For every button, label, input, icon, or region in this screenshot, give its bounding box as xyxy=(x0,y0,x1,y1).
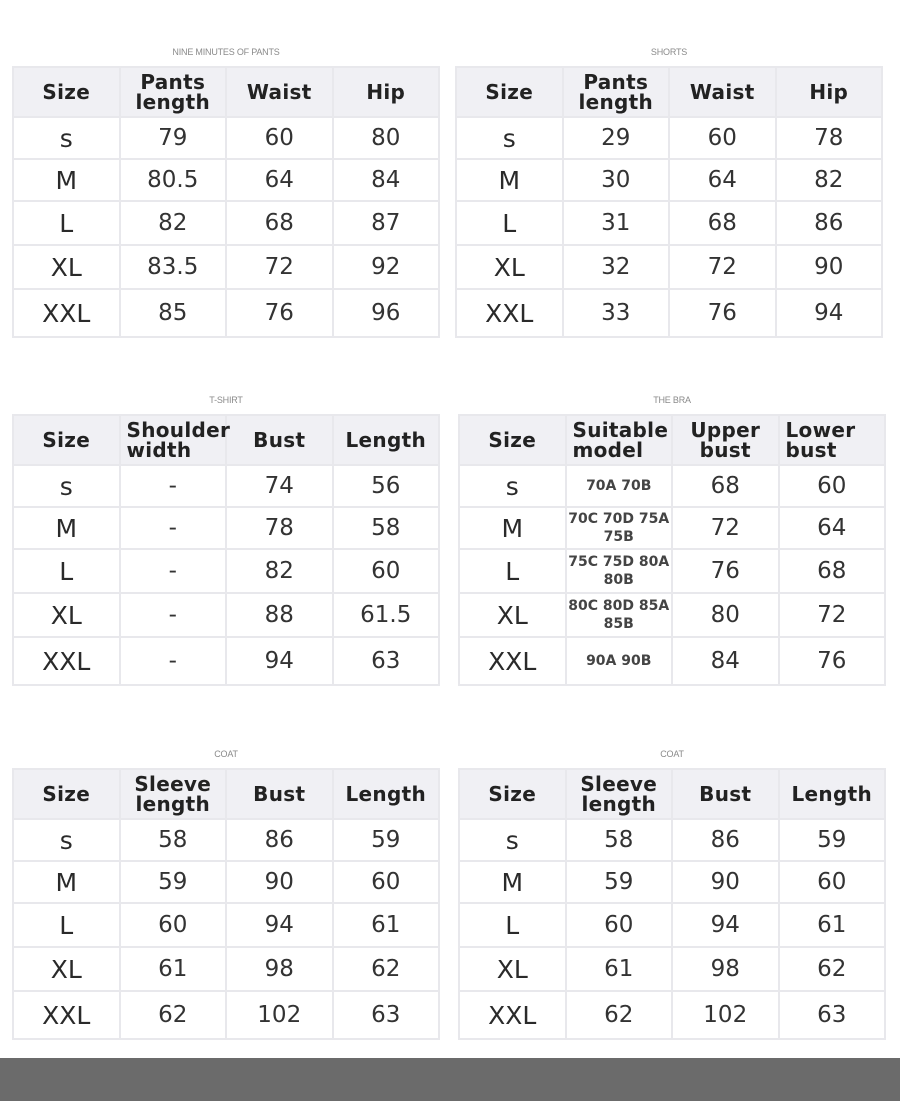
table-caption: THE BRA xyxy=(653,395,691,405)
table-cell: 85 xyxy=(120,289,227,337)
table-cell: 64 xyxy=(669,159,776,201)
table-cell: - xyxy=(120,637,227,685)
table-cell: 60 xyxy=(669,117,776,159)
table-cell: 82 xyxy=(120,201,227,245)
model-cell: 70A 70B xyxy=(566,465,673,507)
table-row xyxy=(13,947,439,991)
bra-size-table xyxy=(458,414,886,686)
table-cell: 61 xyxy=(120,947,227,991)
table-cell: 31 xyxy=(563,201,670,245)
size-cell: XXL xyxy=(456,289,563,337)
table-cell: 60 xyxy=(779,861,886,903)
table-cell: 84 xyxy=(333,159,440,201)
table-cell: 76 xyxy=(226,289,333,337)
pants-size-block xyxy=(12,47,440,338)
table-row xyxy=(459,549,885,593)
size-cell: L xyxy=(459,549,566,593)
tshirt-size-block xyxy=(12,395,440,686)
table-header-row xyxy=(459,769,885,819)
coat-size-table-right xyxy=(458,768,886,1040)
size-cell: s xyxy=(459,819,566,861)
table-row xyxy=(13,637,439,685)
size-cell: XL xyxy=(459,593,566,637)
table-cell: 60 xyxy=(226,117,333,159)
table-cell: 82 xyxy=(776,159,883,201)
table-row xyxy=(13,861,439,903)
table-cell: 80.5 xyxy=(120,159,227,201)
table-cell: 72 xyxy=(226,245,333,289)
table-cell: - xyxy=(120,465,227,507)
column-header: Size xyxy=(459,415,566,465)
table-cell: 90 xyxy=(672,861,779,903)
column-header: Sleeve length xyxy=(566,769,673,819)
size-cell: XXL xyxy=(13,637,120,685)
table-cell: 58 xyxy=(120,819,227,861)
column-header: Waist xyxy=(669,67,776,117)
table-header-row xyxy=(459,415,885,465)
column-header: Lower bust xyxy=(779,415,886,465)
column-header: Bust xyxy=(672,769,779,819)
table-cell: 94 xyxy=(226,637,333,685)
table-cell: 94 xyxy=(226,903,333,947)
column-header: Pants length xyxy=(120,67,227,117)
table-cell: 59 xyxy=(333,819,440,861)
size-cell: XL xyxy=(13,947,120,991)
size-cell: XXL xyxy=(459,991,566,1039)
table-cell: 96 xyxy=(333,289,440,337)
table-cell: 79 xyxy=(120,117,227,159)
table-cell: 82 xyxy=(226,549,333,593)
table-cell: 78 xyxy=(776,117,883,159)
pants-size-table xyxy=(12,66,440,338)
table-row xyxy=(456,159,882,201)
table-cell: 62 xyxy=(333,947,440,991)
column-header: Size xyxy=(456,67,563,117)
size-cell: s xyxy=(456,117,563,159)
table-cell: 80 xyxy=(333,117,440,159)
table-cell: 64 xyxy=(226,159,333,201)
table-caption: COAT xyxy=(660,749,684,759)
table-cell: 59 xyxy=(566,861,673,903)
table-row xyxy=(13,117,439,159)
table-row xyxy=(459,819,885,861)
size-cell: L xyxy=(456,201,563,245)
table-cell: 98 xyxy=(672,947,779,991)
size-cell: L xyxy=(13,549,120,593)
footer-bar xyxy=(0,1058,900,1101)
table-row xyxy=(456,117,882,159)
table-cell: 98 xyxy=(226,947,333,991)
size-cell: s xyxy=(13,465,120,507)
table-cell: 94 xyxy=(672,903,779,947)
size-cell: XL xyxy=(459,947,566,991)
table-cell: 90 xyxy=(226,861,333,903)
table-cell: 92 xyxy=(333,245,440,289)
size-cell: XL xyxy=(13,593,120,637)
table-row xyxy=(13,507,439,549)
table-row xyxy=(459,465,885,507)
table-cell: - xyxy=(120,549,227,593)
table-row xyxy=(459,593,885,637)
table-row xyxy=(459,861,885,903)
table-cell: 72 xyxy=(669,245,776,289)
table-cell: 30 xyxy=(563,159,670,201)
model-cell: 75C 75D 80A 80B xyxy=(566,549,673,593)
table-cell: 80 xyxy=(672,593,779,637)
table-cell: 84 xyxy=(672,637,779,685)
table-row xyxy=(13,465,439,507)
table-cell: 62 xyxy=(566,991,673,1039)
column-header: Length xyxy=(333,415,440,465)
table-cell: 102 xyxy=(672,991,779,1039)
table-cell: 86 xyxy=(672,819,779,861)
table-cell: 78 xyxy=(226,507,333,549)
table-cell: 62 xyxy=(779,947,886,991)
shorts-size-block xyxy=(455,47,883,338)
table-row xyxy=(13,201,439,245)
table-cell: 56 xyxy=(333,465,440,507)
table-cell: 60 xyxy=(333,861,440,903)
table-caption: T-SHIRT xyxy=(209,395,243,405)
table-cell: 86 xyxy=(776,201,883,245)
size-cell: XXL xyxy=(13,991,120,1039)
column-header: Length xyxy=(333,769,440,819)
table-cell: 33 xyxy=(563,289,670,337)
table-row xyxy=(13,549,439,593)
column-header: Size xyxy=(13,769,120,819)
tshirt-size-table xyxy=(12,414,440,686)
size-cell: L xyxy=(459,903,566,947)
table-cell: 74 xyxy=(226,465,333,507)
column-header: Suitable model xyxy=(566,415,673,465)
model-cell: 80C 80D 85A 85B xyxy=(566,593,673,637)
table-row xyxy=(456,245,882,289)
table-row xyxy=(459,637,885,685)
table-cell: 68 xyxy=(779,549,886,593)
size-cell: XXL xyxy=(459,637,566,685)
table-row xyxy=(456,201,882,245)
size-cell: M xyxy=(13,159,120,201)
table-row xyxy=(13,593,439,637)
table-cell: 60 xyxy=(779,465,886,507)
size-cell: M xyxy=(456,159,563,201)
column-header: Length xyxy=(779,769,886,819)
table-row xyxy=(459,947,885,991)
size-cell: XL xyxy=(456,245,563,289)
table-cell: 59 xyxy=(120,861,227,903)
table-cell: 68 xyxy=(672,465,779,507)
column-header: Sleeve length xyxy=(120,769,227,819)
coat-size-block-right xyxy=(458,749,886,1040)
column-header: Upper bust xyxy=(672,415,779,465)
table-cell: 58 xyxy=(333,507,440,549)
table-cell: 102 xyxy=(226,991,333,1039)
table-cell: 61 xyxy=(333,903,440,947)
table-cell: 63 xyxy=(333,991,440,1039)
size-cell: L xyxy=(13,201,120,245)
column-header: Waist xyxy=(226,67,333,117)
table-caption: SHORTS xyxy=(650,47,688,57)
column-header: Shoulder width xyxy=(120,415,227,465)
table-cell: 90 xyxy=(776,245,883,289)
table-cell: 72 xyxy=(779,593,886,637)
table-cell: 76 xyxy=(672,549,779,593)
table-row xyxy=(13,903,439,947)
size-cell: M xyxy=(459,507,566,549)
table-cell: 88 xyxy=(226,593,333,637)
shorts-size-table xyxy=(455,66,883,338)
coat-size-table-left xyxy=(12,768,440,1040)
table-cell: 32 xyxy=(563,245,670,289)
table-caption: NINE MINUTES OF PANTS xyxy=(172,47,280,57)
size-cell: s xyxy=(13,117,120,159)
model-cell: 70C 70D 75A 75B xyxy=(566,507,673,549)
table-cell: 68 xyxy=(226,201,333,245)
table-cell: 60 xyxy=(566,903,673,947)
table-header-row xyxy=(13,415,439,465)
table-cell: 63 xyxy=(333,637,440,685)
table-header-row xyxy=(456,67,882,117)
table-cell: 60 xyxy=(120,903,227,947)
table-cell: 61 xyxy=(779,903,886,947)
column-header: Bust xyxy=(226,769,333,819)
column-header: Size xyxy=(13,415,120,465)
table-cell: 60 xyxy=(333,549,440,593)
table-row xyxy=(459,991,885,1039)
table-row xyxy=(13,991,439,1039)
column-header: Hip xyxy=(333,67,440,117)
table-row xyxy=(456,289,882,337)
size-cell: M xyxy=(13,861,120,903)
table-cell: - xyxy=(120,593,227,637)
table-header-row xyxy=(13,67,439,117)
table-cell: 62 xyxy=(120,991,227,1039)
table-cell: 58 xyxy=(566,819,673,861)
table-cell: 64 xyxy=(779,507,886,549)
model-cell: 90A 90B xyxy=(566,637,673,685)
size-cell: s xyxy=(459,465,566,507)
table-row xyxy=(13,245,439,289)
column-header: Hip xyxy=(776,67,883,117)
table-cell: 61.5 xyxy=(333,593,440,637)
size-cell: XXL xyxy=(13,289,120,337)
table-cell: 94 xyxy=(776,289,883,337)
table-row xyxy=(459,903,885,947)
size-cell: L xyxy=(13,903,120,947)
table-cell: 86 xyxy=(226,819,333,861)
table-cell: - xyxy=(120,507,227,549)
table-cell: 68 xyxy=(669,201,776,245)
table-cell: 76 xyxy=(669,289,776,337)
column-header: Pants length xyxy=(563,67,670,117)
bra-size-block xyxy=(458,395,886,686)
table-cell: 63 xyxy=(779,991,886,1039)
size-cell: s xyxy=(13,819,120,861)
table-row xyxy=(13,819,439,861)
table-cell: 59 xyxy=(779,819,886,861)
table-row xyxy=(13,289,439,337)
table-row xyxy=(13,159,439,201)
size-cell: XL xyxy=(13,245,120,289)
table-caption: COAT xyxy=(214,749,238,759)
table-cell: 76 xyxy=(779,637,886,685)
table-row xyxy=(459,507,885,549)
table-header-row xyxy=(13,769,439,819)
size-cell: M xyxy=(459,861,566,903)
column-header: Size xyxy=(459,769,566,819)
size-cell: M xyxy=(13,507,120,549)
column-header: Bust xyxy=(226,415,333,465)
coat-size-block-left xyxy=(12,749,440,1040)
table-cell: 29 xyxy=(563,117,670,159)
table-cell: 72 xyxy=(672,507,779,549)
table-cell: 87 xyxy=(333,201,440,245)
table-cell: 61 xyxy=(566,947,673,991)
column-header: Size xyxy=(13,67,120,117)
table-cell: 83.5 xyxy=(120,245,227,289)
